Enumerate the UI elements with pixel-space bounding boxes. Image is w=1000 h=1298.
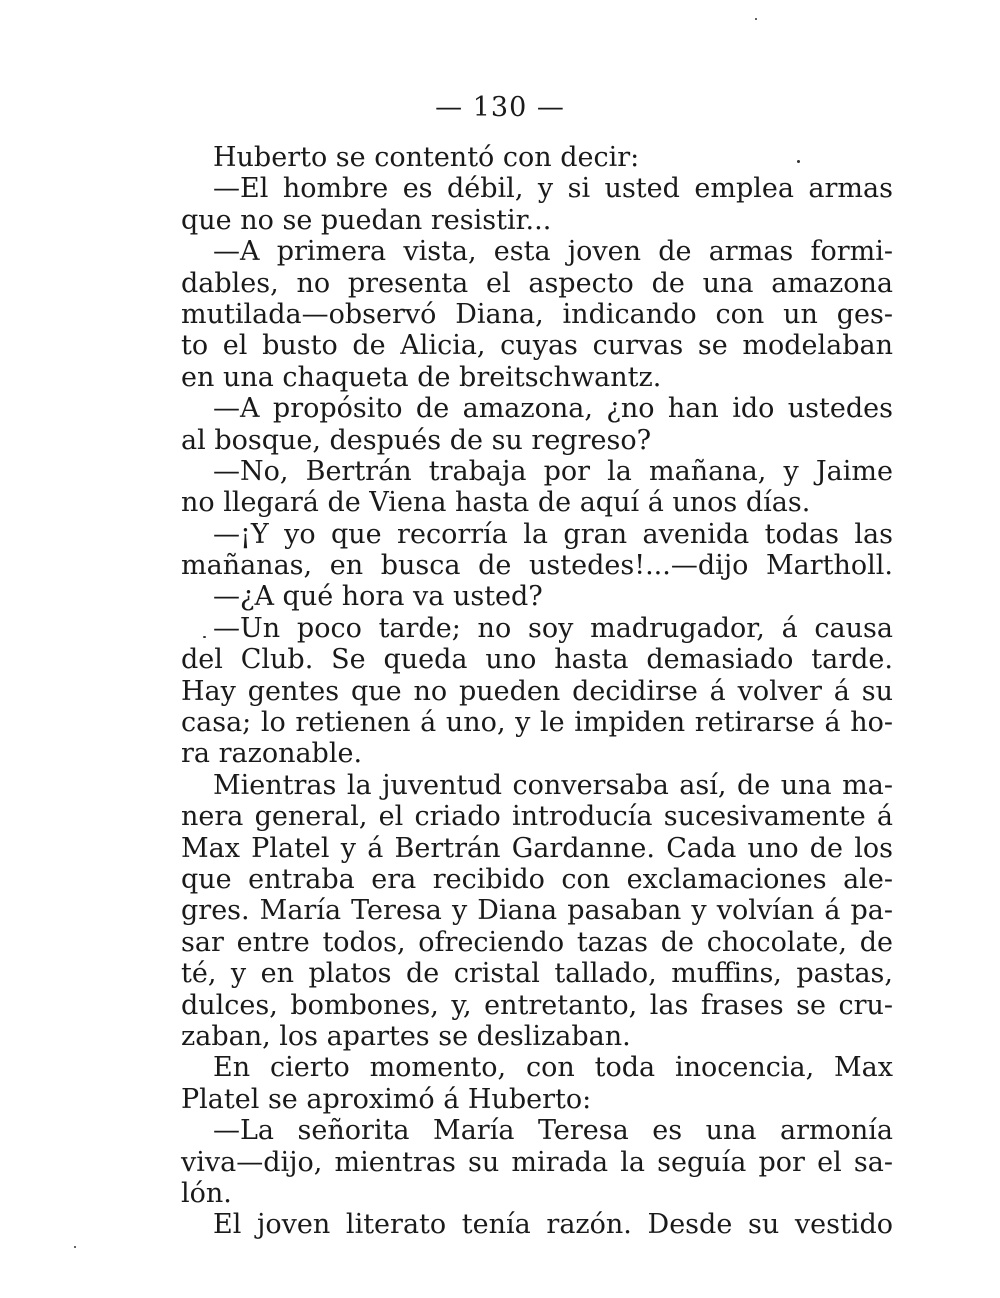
- text-line: En cierto momento, con toda inocencia, Max: [213, 1052, 893, 1084]
- text-line: que entraba era recibido con exclamaciones ale-: [181, 863, 893, 895]
- body-text: [181, 142, 893, 1241]
- text-line: mutilada—observó Diana, indicando con un ges-: [181, 298, 893, 330]
- text-line: —A primera vista, esta joven de armas formi-: [213, 236, 893, 268]
- text-line: viva—dijo, mientras su mirada la seguía por el sa-: [181, 1146, 893, 1178]
- text-line: que no se puedan resistir...: [181, 204, 552, 236]
- text-line: al bosque, después de su regreso?: [181, 424, 652, 456]
- text-line: nera general, el criado introducía sucesivamente á: [181, 801, 893, 833]
- text-line: mañanas, en busca de ustedes!...—dijo Martholl.: [181, 550, 893, 582]
- text-line: El joven literato tenía razón. Desde su vestido: [213, 1209, 893, 1241]
- text-line: dables, no presenta el aspecto de una amazona: [181, 267, 893, 299]
- text-line: en una chaqueta de breitschwantz.: [181, 361, 662, 393]
- text-line: to el busto de Alicia, cuyas curvas se modelaban: [181, 330, 893, 362]
- text-line: del Club. Se queda uno hasta demasiado tarde.: [181, 644, 893, 676]
- print-speck: [203, 636, 206, 638]
- text-line: zaban, los apartes se deslizaban.: [181, 1020, 631, 1052]
- text-line: Max Platel y á Bertrán Gardanne. Cada uno de los: [181, 832, 893, 864]
- text-line: —La señorita María Teresa es una armonía: [213, 1115, 893, 1147]
- print-speck: [797, 160, 800, 163]
- text-line: Platel se aproximó á Huberto:: [181, 1083, 592, 1115]
- text-line: —A propósito de amazona, ¿no han ido ustedes: [213, 393, 893, 425]
- text-line: dulces, bombones, y, entretanto, las frases se cru-: [181, 989, 893, 1021]
- text-line: té, y en platos de cristal tallado, muffins, pastas,: [181, 958, 893, 990]
- text-line: Huberto se contentó con decir:: [213, 142, 640, 173]
- text-line: ra razonable.: [181, 738, 363, 770]
- print-speck: [74, 1246, 76, 1248]
- text-line: Hay gentes que no pueden decidirse á volver á su: [181, 675, 893, 707]
- text-line: gres. María Teresa y Diana pasaban y volvían á pa-: [181, 895, 893, 927]
- page-number: — 130 —: [435, 92, 565, 123]
- text-line: —No, Bertrán trabaja por la mañana, y Jaime: [213, 455, 893, 487]
- text-line: —El hombre es débil, y si usted emplea armas: [213, 173, 893, 205]
- text-line: no llegará de Viena hasta de aquí á unos días.: [181, 487, 811, 519]
- text-line: Mientras la juventud conversaba así, de una ma-: [213, 769, 893, 801]
- print-speck: [755, 18, 757, 20]
- text-line: casa; lo retienen á uno, y le impiden retirarse á ho-: [181, 707, 893, 739]
- text-line: sar entre todos, ofreciendo tazas de chocolate, de: [181, 926, 893, 958]
- text-line: —¿A qué hora va usted?: [213, 581, 543, 613]
- text-line: —Un poco tarde; no soy madrugador, á causa: [213, 612, 893, 644]
- text-line: —¡Y yo que recorría la gran avenida todas las: [213, 518, 893, 550]
- text-line: lón.: [181, 1177, 232, 1209]
